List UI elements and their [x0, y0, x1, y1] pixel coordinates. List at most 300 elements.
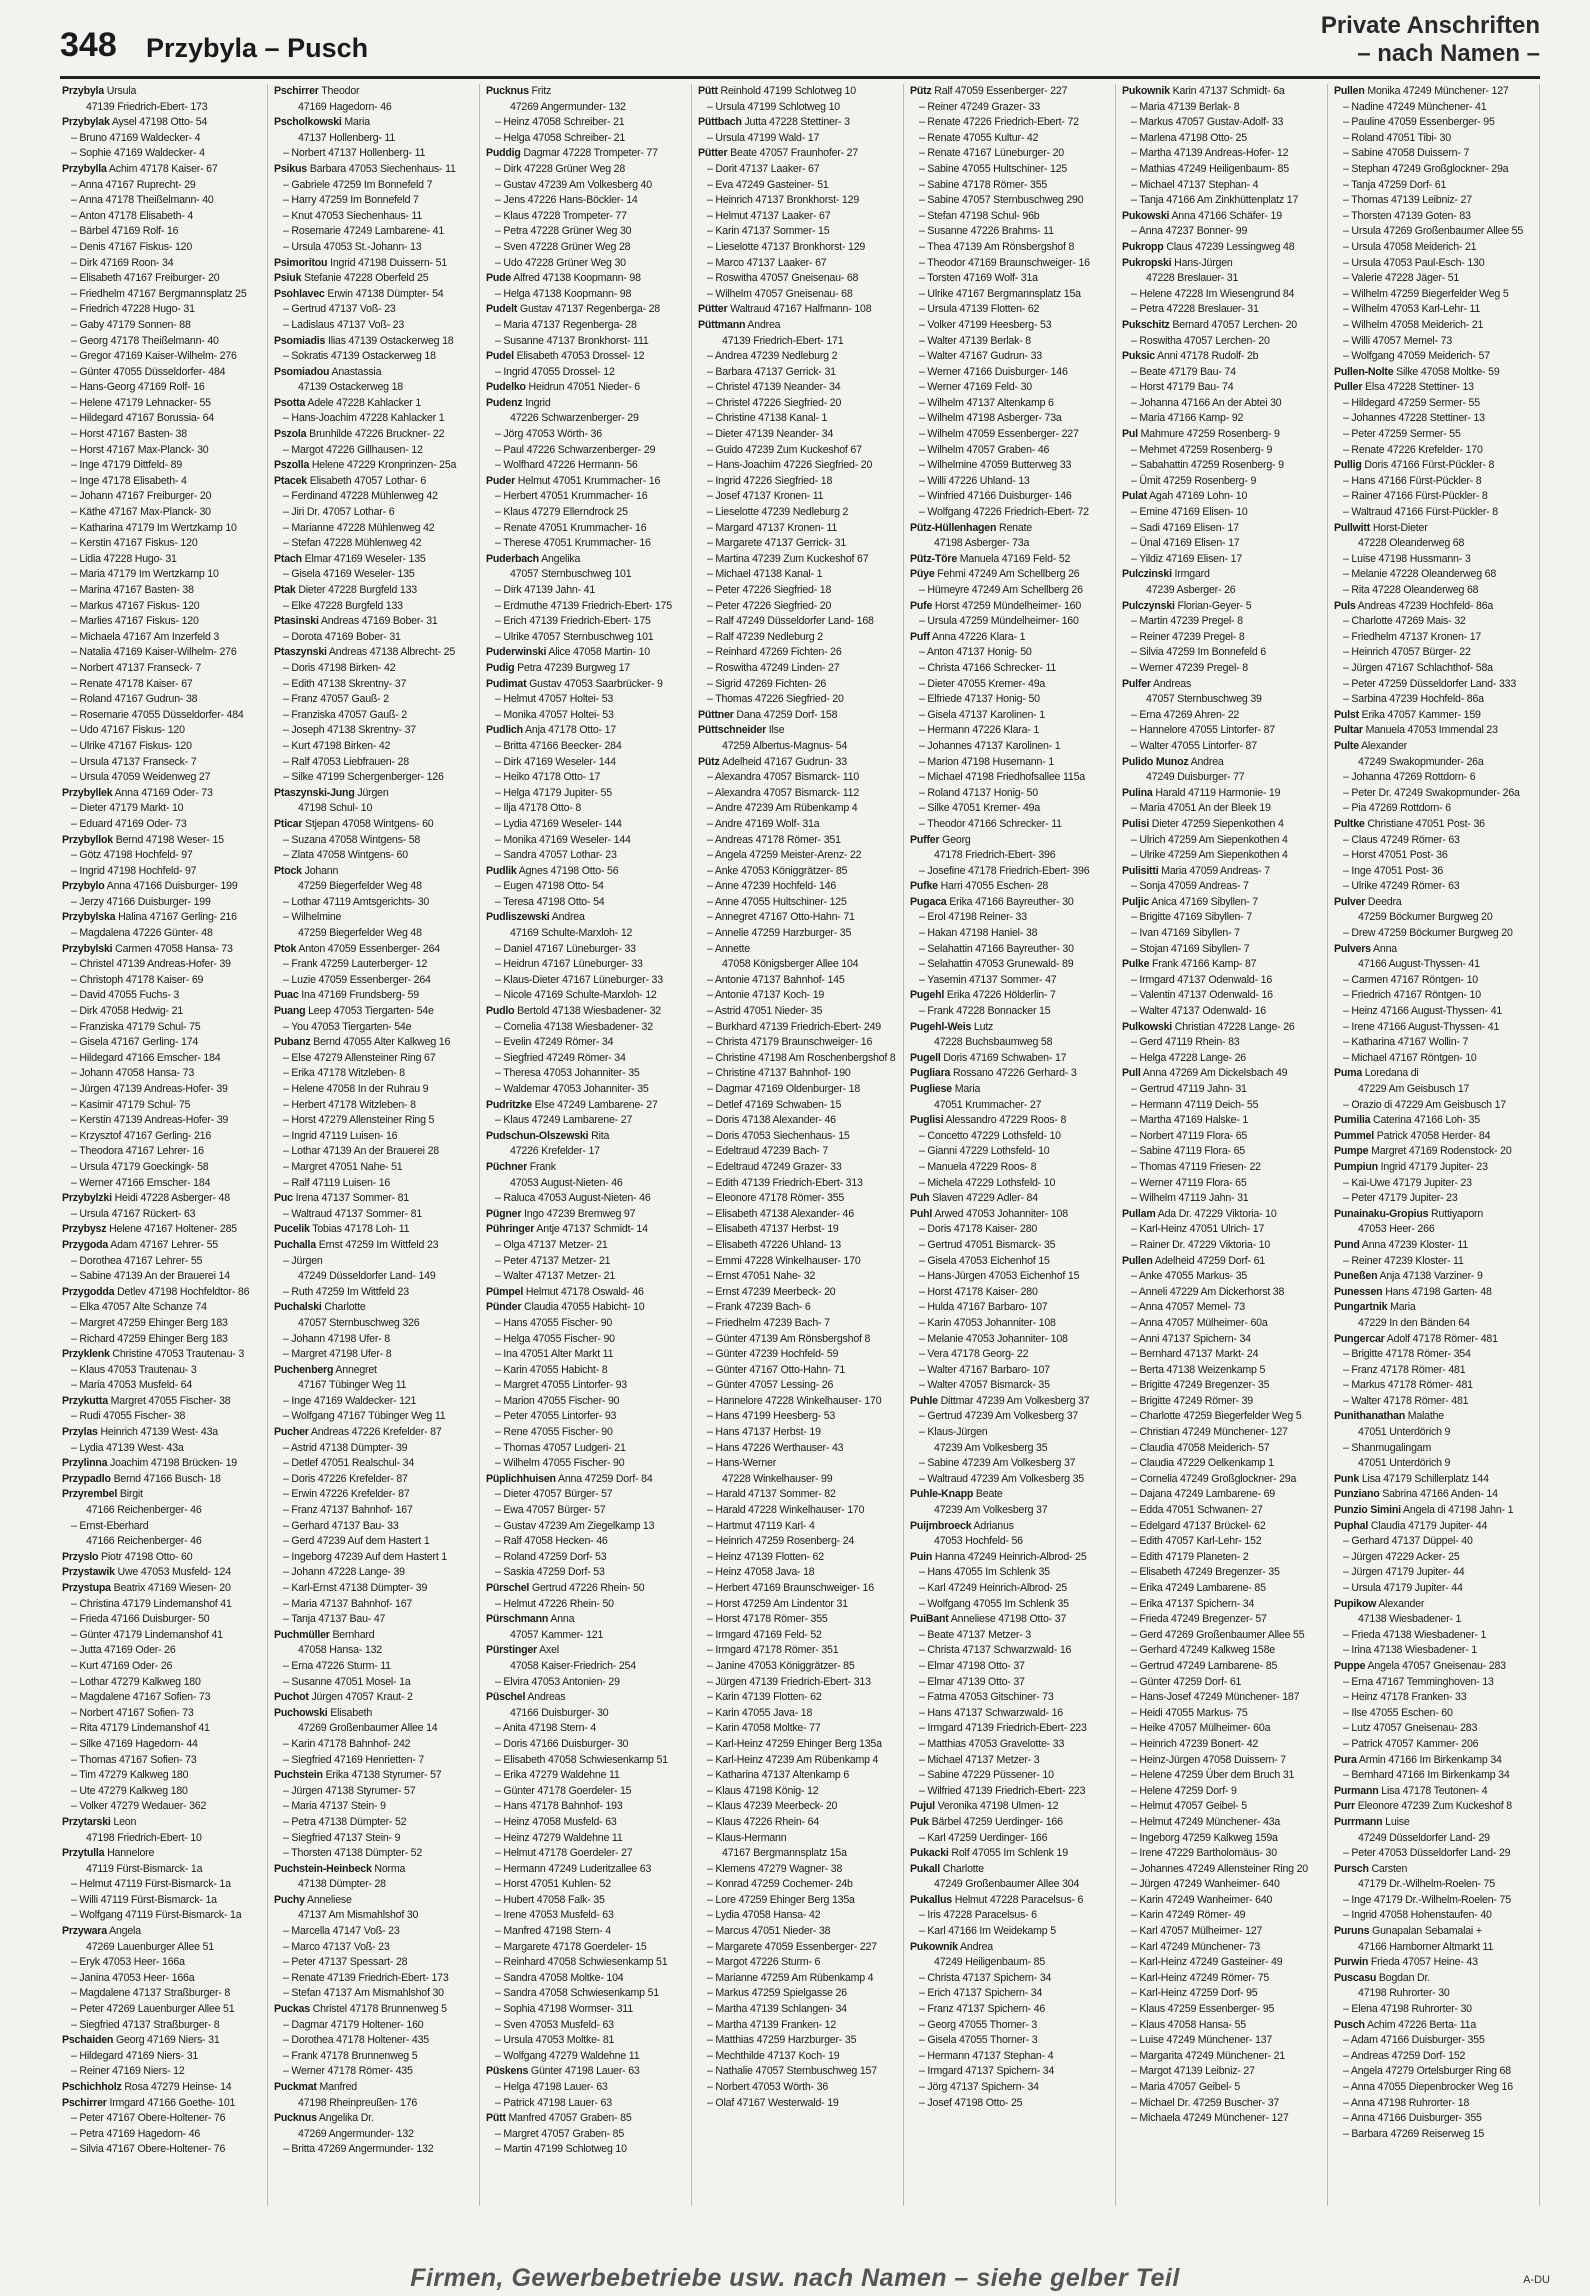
listing-entry: – Wolfhard 47226 Hermann- 56 [495, 459, 638, 472]
listing-entry: – Mehmet 47259 Rosenberg- 9 [1131, 443, 1273, 456]
listing-entry: – Ferdinand 47228 Mühlenweg 42 [283, 490, 438, 503]
listing-entry: – Gerd 47269 Großenbaumer Allee 55 [1131, 1628, 1305, 1641]
listing-entry: – Elisabeth 47249 Bregenzer- 35 [1131, 1566, 1280, 1579]
listing-entry: – Lidia 47228 Hugo- 31 [71, 552, 177, 565]
listing-entry: – Gerhard 47249 Kalkweg 158e [1131, 1644, 1275, 1657]
listing-entry: – Heinz 47279 Waldehne 11 [495, 1831, 623, 1844]
listing-entry: – Jürgen [283, 1254, 323, 1267]
listing-entry: – Inge 47179 Dr.-Wilhelm-Roelen- 75 [1343, 1893, 1511, 1906]
name-range-title: Przybyla – Pusch [146, 33, 369, 63]
listing-entry [1334, 1269, 1535, 1285]
listing-entry: – Alexandra 47057 Bismarck- 112 [707, 786, 860, 799]
listing-entry [274, 1425, 475, 1441]
surname: Psotta [274, 396, 306, 409]
listing-entry: – Britta 47269 Angermunder- 132 [283, 2143, 434, 2156]
listing-entry: – Günter 47179 Lindemanshof 41 [71, 1628, 223, 1641]
listing-entry: – Theresa 47053 Johanniter- 35 [495, 1067, 640, 1080]
listing-entry: – Heiko 47178 Otto- 17 [495, 771, 601, 784]
listing-entry: – Lutz 47057 Gneisenau- 283 [1343, 1722, 1478, 1735]
entry-details: Andreas 47169 Bober- 31 [318, 615, 438, 628]
entry-details: Andreas 47138 Albrecht- 25 [326, 646, 456, 659]
listing-entry [1334, 1815, 1535, 1831]
listing-entry: – Wilhelm 47059 Essenberger- 227 [919, 428, 1079, 441]
listing-entry [274, 271, 475, 287]
listing-entry: – Britta 47166 Beecker- 284 [495, 739, 622, 752]
listing-entry: – Monika 47169 Weseler- 144 [495, 833, 631, 846]
surname: Pulczynski [1122, 599, 1175, 612]
entry-details: Anton 47059 Essenberger- 264 [296, 942, 440, 955]
listing-entry: – Hermann 47119 Deich- 55 [1131, 1098, 1259, 1111]
listing-entry [910, 1051, 1111, 1067]
listing-entry: 47053 Heer- 266 [1358, 1223, 1435, 1236]
listing-entry: – Anne 47239 Hochfeld- 146 [707, 880, 837, 893]
surname: Pudlik [486, 864, 517, 877]
listing-entry: – Gisela 47053 Eichenhof 15 [919, 1254, 1050, 1267]
entry-details: Rossano 47226 Gerhard- 3 [950, 1067, 1077, 1080]
entry-details: Doris 47169 Schwaben- 17 [940, 1051, 1067, 1064]
listing-entry [62, 162, 263, 178]
listing-entry: – Christoph 47178 Kaiser- 69 [71, 973, 204, 986]
page-header [0, 0, 1590, 78]
entry-details: Alessandro 47229 Roos- 8 [943, 1114, 1067, 1127]
listing-entry: – Ümit 47259 Rosenberg- 9 [1131, 474, 1257, 487]
listing-entry: – Dieter 47139 Neander- 34 [707, 428, 834, 441]
listing-entry: – Karl-Heinz 47051 Ulrich- 17 [1131, 1223, 1265, 1236]
listing-entry: – Rita 47179 Lindemanshof 41 [71, 1722, 210, 1735]
listing-entry: – Irene 47229 Bartholomäus- 30 [1131, 1847, 1277, 1860]
listing-entry: 47058 Königsberger Allee 104 [722, 958, 859, 971]
surname: Pulido Munoz [1122, 755, 1189, 768]
listing-entry: – Theodor 47169 Braunschweiger- 16 [919, 256, 1090, 269]
listing-entry [274, 458, 475, 474]
surname: Pürschel [486, 1582, 530, 1594]
entry-details: Charlotte [940, 1862, 984, 1875]
listing-entry [1334, 84, 1535, 100]
listing-entry: – Horst 47259 Am Lindentor 31 [707, 1597, 848, 1610]
listing-entry: 47239 Am Volkesberg 37 [934, 1504, 1048, 1517]
listing-entry: – Johanna 47166 An der Abtei 30 [1131, 396, 1282, 409]
listing-entry: – Roswitha 47249 Linden- 27 [707, 661, 840, 674]
listing-entry: – Saskia 47259 Dorf- 53 [495, 1566, 605, 1579]
listing-entry [62, 2096, 263, 2112]
listing-entry: – Silvia 47167 Obere-Holtener- 76 [71, 2143, 226, 2156]
listing-entry: – Helmut 47137 Laaker- 67 [707, 209, 831, 222]
surname: Ptock [274, 864, 302, 877]
listing-entry [486, 661, 687, 677]
entry-details: Manuela 47053 Immendal 23 [1362, 724, 1498, 737]
surname: Pull [1122, 1067, 1141, 1080]
listing-entry [486, 1581, 687, 1597]
listing-entry: – Margret 47259 Ehinger Berg 183 [71, 1316, 228, 1329]
surname: Pudlich [486, 724, 523, 737]
listing-entry: – Magdalene 47167 Sofien- 73 [71, 1691, 211, 1704]
listing-entry: – Klaus 47053 Trautenau- 3 [71, 1363, 197, 1376]
surname: Pucknus [274, 2112, 317, 2125]
listing-entry: – Klemens 47279 Wagner- 38 [707, 1862, 843, 1875]
listing-column-3 [486, 84, 692, 2206]
entry-details: Heidrun 47051 Nieder- 6 [525, 381, 640, 394]
listing-entry: – Petra 47228 Grüner Weg 30 [495, 225, 632, 238]
entry-details: Anastassia [329, 365, 382, 378]
surname: Püye [910, 568, 935, 581]
listing-entry: – Ulrike 47057 Sternbuschweg 101 [495, 630, 654, 643]
listing-entry: – Torsten 47169 Wolf- 31a [919, 272, 1038, 285]
listing-entry: – Thomas 47057 Ludgeri- 21 [495, 1441, 626, 1454]
listing-entry: – Anna 47198 Ruhrorter- 18 [1343, 2096, 1470, 2109]
entry-details: Andrea [549, 911, 585, 924]
listing-entry: – Ursula 47199 Schlotweg 10 [707, 100, 840, 113]
listing-entry [910, 1799, 1111, 1815]
listing-entry: – Heidi 47055 Markus- 75 [1131, 1706, 1248, 1719]
listing-entry [1334, 1487, 1535, 1503]
entry-details: Anna [548, 1613, 575, 1626]
surname: Pursch [1334, 1862, 1369, 1875]
listing-entry: – Jutta 47169 Oder- 26 [71, 1644, 176, 1657]
surname: Püttmann [698, 318, 746, 331]
surname: Przylas [62, 1426, 98, 1439]
listing-entry: – Siegfried 47249 Römer- 34 [495, 1051, 626, 1064]
listing-entry: – Maria 47053 Musfeld- 64 [71, 1379, 193, 1392]
listing-entry: – Sabine 47229 Püssener- 10 [919, 1769, 1054, 1782]
surname: Pukropp [1122, 240, 1164, 253]
entry-details: Alfred 47138 Koopmann- 98 [511, 272, 641, 285]
listing-entry [62, 1472, 263, 1488]
listing-entry: – Helmut 47178 Goerdeler- 27 [495, 1847, 633, 1860]
entry-details: Piotr 47198 Otto- 60 [98, 1550, 193, 1563]
listing-entry: – Walter 47055 Lintorfer- 87 [1131, 739, 1257, 752]
listing-entry [486, 1300, 687, 1316]
listing-entry: – Hubert 47058 Falk- 35 [495, 1893, 605, 1906]
entry-details: Andrea [1188, 755, 1224, 768]
listing-entry: – Maria 47137 Regenberga- 28 [495, 318, 637, 331]
listing-entry: – Susanne 47137 Bronkhorst- 111 [495, 334, 649, 347]
listing-entry: – Kurt 47169 Oder- 26 [71, 1659, 173, 1672]
listing-entry: – Gaby 47179 Sonnen- 88 [71, 318, 191, 331]
listing-entry: – Drew 47259 Böckumer Burgweg 20 [1343, 927, 1513, 940]
listing-entry: – Peter 47179 Jupiter- 23 [1343, 1192, 1458, 1205]
listing-entry: – Heinz-Jürgen 47058 Duissern- 7 [1131, 1753, 1286, 1766]
entry-details: Fehmi 47249 Am Schellberg 26 [934, 568, 1080, 581]
listing-entry [698, 723, 899, 739]
listing-entry: – Anna 47166 Duisburger- 355 [1343, 2112, 1482, 2125]
listing-entry: – Herbert 47169 Braunschweiger- 16 [707, 1582, 874, 1594]
entry-details: Günter 47198 Lauer- 63 [528, 2065, 640, 2078]
listing-entry: – Waltraud 47166 Fürst-Pückler- 8 [1343, 506, 1498, 519]
entry-details: Frank [527, 1160, 556, 1173]
surname: Puh [910, 1192, 930, 1205]
entry-details: Alexander [1376, 1597, 1425, 1610]
listing-entry: – Magdalena 47226 Günter- 48 [71, 927, 213, 940]
listing-entry: – Klaus-Hermann [707, 1831, 787, 1844]
surname: Pulst [1334, 708, 1359, 721]
listing-entry: – Anna 47055 Diepenbrocker Weg 16 [1343, 2081, 1513, 2093]
listing-entry: – Jörg 47053 Wörth- 36 [495, 428, 602, 441]
surname: Przybyllok [62, 833, 113, 846]
listing-entry: – Dagmar 47169 Oldenburger- 18 [707, 1083, 861, 1095]
surname: Püschel [486, 1691, 526, 1704]
listing-entry: – Erika 47178 Witzleben- 8 [283, 1067, 405, 1080]
listing-entry: – Margot 47139 Leibniz- 27 [1131, 2065, 1255, 2078]
listing-entry: – Roland 47167 Gudrun- 38 [71, 693, 198, 706]
entry-details: Ilias 47139 Ostackerweg 18 [325, 334, 454, 347]
listing-entry [62, 1347, 263, 1363]
section-title-line2: – nach Namen – [1357, 40, 1540, 67]
listing-entry: – Heinrich 47259 Rosenberg- 24 [707, 1535, 855, 1548]
listing-entry: – Ina 47051 Alter Markt 11 [495, 1348, 614, 1361]
listing-entry: – Elisabeth 47138 Alexander- 46 [707, 1207, 854, 1220]
listing-entry: – Ralf 47053 Liebfrauen- 28 [283, 755, 409, 768]
listing-entry [274, 2002, 475, 2018]
listing-entry: – Doris 47198 Birken- 42 [283, 661, 396, 674]
listing-entry: – Ulrike 47167 Bergmannsplatz 15a [919, 287, 1081, 300]
entry-details: Slaven 47229 Adler- 84 [929, 1192, 1038, 1205]
listing-entry: – Helmut 47057 Holtei- 53 [495, 693, 614, 706]
listing-entry: – Ilja 47178 Otto- 8 [495, 802, 582, 815]
entry-details: Halina 47167 Gerling- 216 [115, 911, 237, 924]
listing-entry: – Gianni 47229 Lothsfeld- 10 [919, 1145, 1050, 1158]
listing-entry: – Ruth 47259 Im Wittfeld 23 [283, 1285, 409, 1298]
surname: Puksic [1122, 350, 1155, 363]
entry-details: Antje 47137 Schmidt- 14 [534, 1223, 648, 1236]
listing-entry: – Ute 47279 Kalkweg 180 [71, 1784, 188, 1797]
listing-entry: 47138 Dümpter- 28 [298, 1878, 386, 1891]
listing-entry: – Ingrid 47226 Siegfried- 18 [707, 474, 833, 487]
listing-entry: – Franz 47137 Spichern- 46 [919, 2003, 1046, 2016]
listing-entry: – Marianne 47228 Mühlenweg 42 [283, 521, 435, 534]
listing-entry: – Karin 47053 Johanniter- 108 [919, 1316, 1056, 1329]
listing-entry: – Heidrun 47167 Lüneburger- 33 [495, 958, 643, 971]
listing-entry: – Beate 47179 Bau- 74 [1131, 365, 1236, 378]
listing-entry [274, 1893, 475, 1909]
listing-entry: – Ursula 47059 Weidenweg 27 [71, 771, 211, 784]
entry-details: Stefanie 47228 Oberfeld 25 [301, 272, 429, 285]
listing-entry: – Inge 47051 Post- 36 [1343, 864, 1444, 877]
listing-entry [1334, 1332, 1535, 1348]
surname: Purrmann [1334, 1815, 1383, 1828]
listing-entry [1334, 1924, 1535, 1940]
listing-entry [1122, 1066, 1323, 1082]
listing-entry: – Hans 47137 Schwarzwald- 16 [919, 1706, 1063, 1719]
listing-entry: – Manuela 47229 Roos- 8 [919, 1160, 1037, 1173]
listing-entry: – Elisabeth 47058 Schwiesenkamp 51 [495, 1753, 668, 1766]
listing-entry: – Heinz 47058 Musfeld- 63 [495, 1815, 617, 1828]
entry-details: Elisabeth [327, 1706, 373, 1719]
listing-entry: – Edith 47139 Friedrich-Ebert- 313 [707, 1176, 863, 1189]
surname: Pulver [1334, 895, 1366, 908]
surname: Püttschneider [698, 724, 767, 737]
surname: Pschaiden [62, 2034, 114, 2047]
listing-entry: – Andreas 47178 Römer- 351 [707, 833, 841, 846]
listing-entry: – Anke 47055 Markus- 35 [1131, 1270, 1248, 1283]
listing-column-2 [274, 84, 480, 2206]
listing-entry: 47058 Hansa- 132 [298, 1644, 382, 1657]
surname: Pudritzke [486, 1098, 532, 1111]
listing-entry: – Udo 47167 Fiskus- 120 [71, 724, 185, 737]
listing-entry [1122, 240, 1323, 256]
listing-entry: – Margret 47051 Nahe- 51 [283, 1160, 403, 1173]
surname: Püttner [698, 708, 734, 721]
listing-entry [274, 817, 475, 833]
listing-entry: – Dorota 47169 Bober- 31 [283, 630, 401, 643]
section-title-line1: Private Anschriften [1320, 12, 1540, 39]
entry-details: Renate [996, 521, 1032, 534]
surname: Pütt [486, 2112, 506, 2125]
surname: Puang [274, 1005, 306, 1018]
listing-entry: – Klaus-Jürgen [919, 1426, 988, 1439]
listing-entry: – Andre 47169 Wolf- 31a [707, 817, 820, 830]
listing-entry: – Harry 47259 Im Bonnefeld 7 [283, 194, 419, 207]
listing-entry: 47053 Hochfeld- 56 [934, 1535, 1023, 1548]
surname: Pucknus [486, 85, 529, 97]
listing-entry: – Katharina 47167 Wollin- 7 [1343, 1036, 1469, 1049]
listing-entry [1334, 895, 1535, 911]
listing-entry: – Claus 47249 Römer- 63 [1343, 833, 1460, 846]
listing-entry: – Nathalie 47057 Sternbuschweg 157 [707, 2065, 877, 2078]
listing-entry [486, 271, 687, 287]
listing-entry: – Irmgard 47137 Odenwald- 16 [1131, 973, 1273, 986]
surname: Pumilia [1334, 1114, 1371, 1127]
listing-entry: – Peter 47259 Düsseldorfer Land- 333 [1343, 677, 1517, 690]
listing-entry: – Emine 47169 Elisen- 10 [1131, 506, 1248, 519]
listing-entry: – Karl-Heinz 47259 Dorf- 95 [1131, 1987, 1258, 2000]
listing-entry: 47198 Ruhrorter- 30 [1358, 1987, 1450, 2000]
listing-entry: – Reiner 47239 Pregel- 8 [1131, 630, 1245, 643]
listing-entry: – Margarita 47249 Münchener- 21 [1131, 2049, 1285, 2062]
listing-entry: – Gertrud 47137 Voß- 23 [283, 303, 396, 316]
listing-entry: – Dirk 47228 Grüner Weg 28 [495, 162, 626, 175]
listing-entry: – Jürgen 47179 Jupiter- 44 [1343, 1566, 1465, 1579]
listing-entry [698, 708, 899, 724]
listing-entry: – Ulrike 47167 Fiskus- 120 [71, 739, 192, 752]
listing-entry: – Ralf 47239 Nedleburg 2 [707, 630, 823, 643]
listing-entry: – Stefan 47137 Am Mismahlshof 30 [283, 1987, 444, 2000]
listing-entry: – Irene 47166 August-Thyssen- 41 [1343, 1020, 1500, 1033]
listing-entry: – Werner 47169 Feld- 30 [919, 381, 1032, 394]
surname: Przybylzki [62, 1192, 112, 1205]
listing-entry: – Maria 47137 Stein- 9 [283, 1800, 386, 1813]
surname: Pufe [910, 599, 933, 612]
surname: Puffer [910, 833, 940, 846]
listing-entry: – Gisela 47137 Karolinen- 1 [919, 708, 1045, 721]
listing-entry: – Klaus 47226 Rhein- 64 [707, 1815, 820, 1828]
listing-entry: – Anna 47178 Theißelmann- 40 [71, 194, 214, 207]
listing-entry: – Heinz 47058 Schreiber- 21 [495, 116, 625, 129]
surname: Pungartnik [1334, 1301, 1388, 1314]
listing-entry: – Lydia 47169 Weseler- 144 [495, 817, 622, 830]
listing-entry: 47239 Am Volkesberg 35 [934, 1441, 1048, 1454]
listing-entry: 47198 Friedrich-Ebert- 10 [86, 1831, 202, 1844]
listing-entry [1334, 1955, 1535, 1971]
listing-entry: – Doris 47053 Siechenhaus- 15 [707, 1129, 850, 1142]
listing-entry: 47166 Reichenberger- 46 [86, 1504, 202, 1517]
listing-entry: – Shanmugalingam [1343, 1441, 1432, 1454]
surname: Przybyllek [62, 786, 113, 799]
listing-entry: – Franziska 47057 Gauß- 2 [283, 708, 407, 721]
surname: Puckas [274, 2003, 310, 2016]
surname: Ptach [274, 552, 302, 565]
listing-entry: – Hans 47137 Herbst- 19 [707, 1426, 821, 1439]
listing-entry: – Wilhelm 47058 Meiderich- 21 [1343, 318, 1484, 331]
entry-details: Luise [1382, 1815, 1410, 1828]
entry-details: Erika 47057 Kammer- 159 [1358, 708, 1481, 721]
listing-entry [910, 1207, 1111, 1223]
listing-entry [1122, 209, 1323, 225]
listing-entry: – Renate 47178 Kaiser- 67 [71, 677, 193, 690]
listing-entry [274, 396, 475, 412]
listing-entry: – Maria 47137 Bahnhof- 167 [283, 1597, 413, 1610]
listing-entry: – Karl 47057 Mülheimer- 127 [1131, 1925, 1263, 1938]
entry-details: Charlotte [321, 1301, 366, 1314]
listing-entry: – Theodora 47167 Lehrer- 16 [71, 1145, 204, 1158]
entry-details: Anna 47166 Schäfer- 19 [1169, 209, 1282, 222]
listing-entry: – Thomas 47139 Leibniz- 27 [1343, 194, 1472, 207]
listing-entry: – Gustav 47239 Am Ziegelkamp 13 [495, 1519, 655, 1532]
entry-details: Anni 47178 Rudolf- 2b [1154, 350, 1259, 363]
entry-details: Elisabeth 47053 Drossel- 12 [513, 350, 645, 363]
surname: Pütz [910, 85, 932, 97]
listing-entry: – Hans-Joachim 47226 Siegfried- 20 [707, 459, 873, 472]
listing-entry: – Elmar 47198 Otto- 37 [919, 1659, 1025, 1672]
listing-entry: – Friedrich 47228 Hugo- 31 [71, 303, 195, 316]
surname: Pütz-Hüllenhagen [910, 521, 997, 534]
listing-entry: – Horst 47167 Max-Planck- 30 [71, 443, 209, 456]
entry-details: Hans-Jürgen [1171, 256, 1233, 269]
listing-entry: 47249 Duisburger- 77 [1146, 771, 1245, 784]
listing-entry [1334, 1753, 1535, 1769]
listing-entry [910, 1519, 1111, 1535]
surname: Pschichholz [62, 2081, 122, 2093]
surname: Pupikow [1334, 1597, 1377, 1610]
listing-entry: – Karin 47249 Wanheimer- 640 [1131, 1893, 1273, 1906]
listing-entry [486, 2064, 687, 2080]
listing-entry [1122, 755, 1323, 771]
listing-entry: – Melanie 47053 Johanniter- 108 [919, 1332, 1068, 1345]
listing-entry: – Jerzy 47166 Duisburger- 199 [71, 895, 211, 908]
listing-entry: – Alexandra 47057 Bismarck- 110 [707, 771, 860, 784]
listing-entry: – Wilhelm 47198 Asberger- 73a [919, 412, 1062, 425]
page-footer [0, 2258, 1590, 2296]
entry-details: Erika 47166 Bayreuther- 30 [946, 895, 1074, 908]
listing-entry: – Werner 47166 Duisburger- 146 [919, 365, 1068, 378]
listing-entry: – Susanne 47226 Brahms- 11 [919, 225, 1054, 238]
entry-details: Christian 47228 Lange- 26 [1172, 1020, 1295, 1033]
listing-entry: – Christine 47137 Bahnhof- 190 [707, 1067, 851, 1080]
surname: Puchenberg [274, 1363, 334, 1376]
listing-entry: – Andreas 47259 Dorf- 152 [1343, 2049, 1466, 2062]
listing-entry: – Ingrid 47055 Drossel- 12 [495, 365, 615, 378]
entry-details: Detlev 47198 Hochfeldtor- 86 [114, 1285, 250, 1298]
listing-entry: – Sabine 47058 Duissern- 7 [1343, 147, 1470, 160]
listing-entry [1334, 1409, 1535, 1425]
listing-entry: – Norbert 47137 Hollenberg- 11 [283, 147, 426, 160]
listing-entry: – Helmut 47119 Fürst-Bismarck- 1a [71, 1878, 231, 1891]
listing-entry: – Wilhelm 47137 Altenkamp 6 [919, 396, 1054, 409]
listing-entry: – Winfried 47166 Duisburger- 146 [919, 490, 1072, 503]
listing-entry: 47226 Krefelder- 17 [510, 1145, 600, 1158]
listing-entry: – Patrick 47198 Lauer- 63 [495, 2096, 612, 2109]
listing-entry: – Janine 47053 Königgrätzer- 85 [707, 1659, 855, 1672]
listing-entry [1122, 1020, 1323, 1036]
listing-entry: – Hermann 47226 Klara- 1 [919, 724, 1040, 737]
entry-details: Armin 47166 Im Birkenkamp 34 [1356, 1753, 1502, 1766]
listing-entry: – Ulrike 47259 Am Siepenkothen 4 [1131, 849, 1288, 862]
listing-entry: – Waltraud 47239 Am Volkesberg 35 [919, 1472, 1084, 1485]
listing-column-6 [1122, 84, 1328, 2206]
listing-entry: – Doris 47178 Kaiser- 280 [919, 1223, 1038, 1236]
listing-entry: – Karin 47055 Habicht- 8 [495, 1363, 608, 1376]
entry-details: Maria 47059 Andreas- 7 [1158, 864, 1270, 877]
listing-entry [486, 349, 687, 365]
